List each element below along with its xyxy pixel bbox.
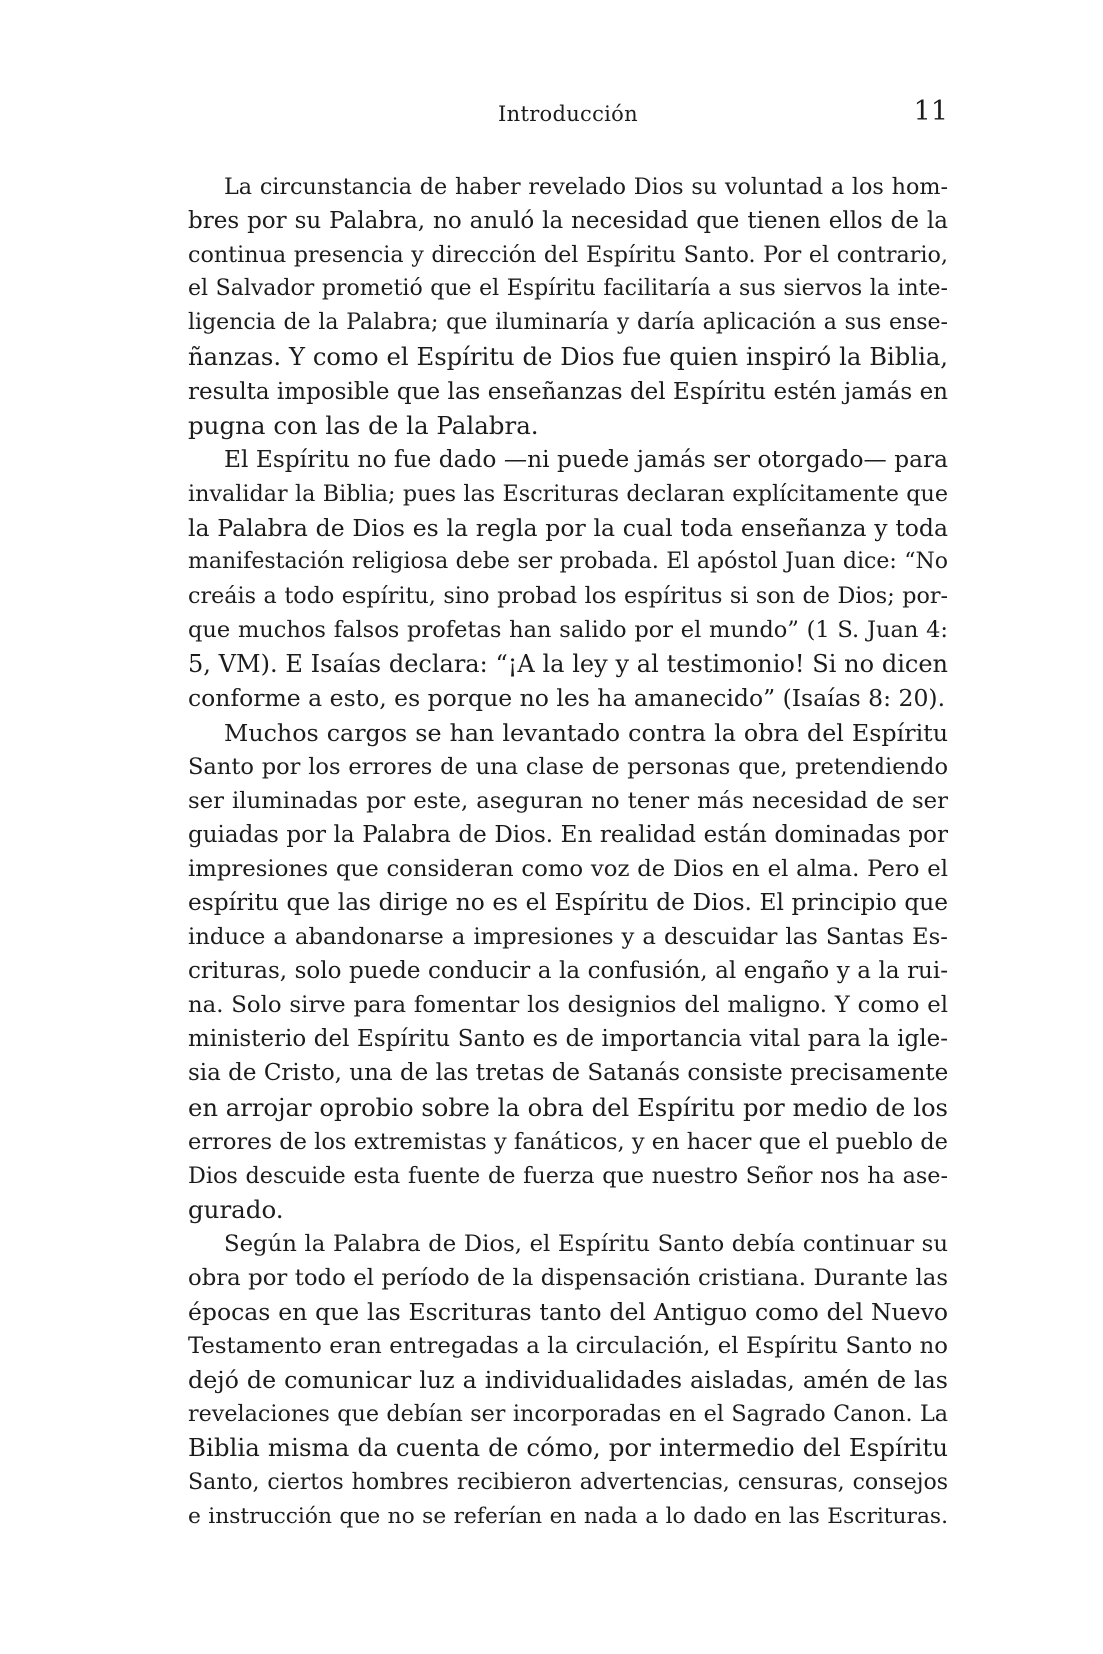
text-line: 5, VM). E Isaías declara: “¡A la ley y al testimonio! Si no dicen	[188, 650, 948, 679]
text-line: e instrucción que no se referían en nada a lo dado en las Escrituras.	[188, 1503, 948, 1529]
text-line: continua presencia y dirección del Espíritu Santo. Por el contrario,	[188, 242, 948, 269]
text-line: conforme a esto, es porque no les ha amanecido” (Isaías 8: 20).	[188, 684, 946, 713]
paragraph	[188, 170, 948, 443]
text-line: sia de Cristo, una de las tretas de Satanás consiste precisamente	[188, 1060, 948, 1087]
text-line: el Salvador prometió que el Espíritu facilitaría a sus siervos la inte-	[188, 276, 948, 302]
text-line: obra por todo el período de la dispensación cristiana. Durante las	[188, 1265, 948, 1291]
text-line: crituras, solo puede conducir a la confusión, al engaño y a la rui-	[188, 958, 948, 985]
text-line: ser iluminadas por este, aseguran no tener más necesidad de ser	[188, 787, 948, 814]
text-line: Biblia misma da cuenta de cómo, por intermedio del Espíritu	[188, 1433, 948, 1463]
text-line: Santo por los errores de una clase de personas que, pretendiendo	[188, 753, 948, 780]
text-line: ministerio del Espíritu Santo es de importancia vital para la igle-	[188, 1026, 948, 1053]
text-line: El Espíritu no fue dado —ni puede jamás ser otorgado— para	[224, 445, 948, 473]
paragraph	[188, 716, 948, 1227]
text-line: espíritu que las dirige no es el Espíritu de Dios. El principio que	[188, 888, 948, 916]
text-line: la Palabra de Dios es la regla por la cual toda enseñanza y toda	[188, 513, 948, 542]
text-line: La circunstancia de haber revelado Dios su voluntad a los hom-	[224, 174, 948, 200]
text-line: Dios descuide esta fuente de fuerza que nuestro Señor nos ha ase-	[188, 1162, 948, 1189]
text-line: creáis a todo espíritu, sino probad los espíritus si son de Dios; por-	[188, 583, 948, 610]
page-number: 11	[913, 96, 948, 127]
text-line: dejó de comunicar luz a individualidades aisladas, amén de las	[188, 1366, 948, 1395]
text-body	[188, 170, 948, 1534]
text-line: induce a abandonarse a impresiones y a descuidar las Santas Es-	[188, 924, 948, 951]
text-line: Muchos cargos se han levantado contra la obra del Espíritu	[224, 718, 948, 747]
paragraph	[188, 443, 948, 716]
running-title: Introducción	[498, 102, 638, 126]
text-line: Santo, ciertos hombres recibieron advertencias, censuras, consejos	[188, 1469, 948, 1495]
paragraph	[188, 1227, 948, 1534]
text-line: épocas en que las Escrituras tanto del Antiguo como del Nuevo	[188, 1298, 948, 1327]
text-line: resulta imposible que las enseñanzas del Espíritu estén jamás en	[188, 378, 948, 405]
text-line: Testamento eran entregadas a la circulación, el Espíritu Santo no	[188, 1333, 948, 1360]
text-line: manifestación religiosa debe ser probada. El apóstol Juan dice: “No	[188, 549, 948, 575]
text-line: ñanzas. Y como el Espíritu de Dios fue quien inspiró la Biblia,	[188, 342, 948, 372]
running-head	[188, 96, 948, 132]
text-line: gurado.	[188, 1194, 284, 1224]
text-line: ligencia de la Palabra; que iluminaría y daría aplicación a sus ense-	[188, 310, 948, 336]
text-line: revelaciones que debían ser incorporadas en el Sagrado Canon. La	[188, 1401, 948, 1428]
text-line: pugna con las de la Palabra.	[188, 410, 539, 440]
text-line: Según la Palabra de Dios, el Espíritu Santo debía continuar su	[224, 1230, 948, 1257]
text-line: na. Solo sirve para fomentar los designios del maligno. Y como el	[188, 992, 948, 1019]
text-line: bres por su Palabra, no anuló la necesidad que tienen ellos de la	[188, 208, 948, 235]
text-line: impresiones que consideran como voz de Dios en el alma. Pero el	[188, 855, 948, 882]
text-line: guiadas por la Palabra de Dios. En realidad están dominadas por	[188, 821, 948, 848]
text-line: que muchos falsos profetas han salido por el mundo” (1 S. Juan 4:	[188, 617, 948, 644]
text-line: invalidar la Biblia; pues las Escrituras declaran explícitamente que	[188, 480, 948, 507]
text-line: errores de los extremistas y fanáticos, y en hacer que el pueblo de	[188, 1128, 948, 1155]
text-line: en arrojar oprobio sobre la obra del Espíritu por medio de los	[188, 1092, 948, 1122]
